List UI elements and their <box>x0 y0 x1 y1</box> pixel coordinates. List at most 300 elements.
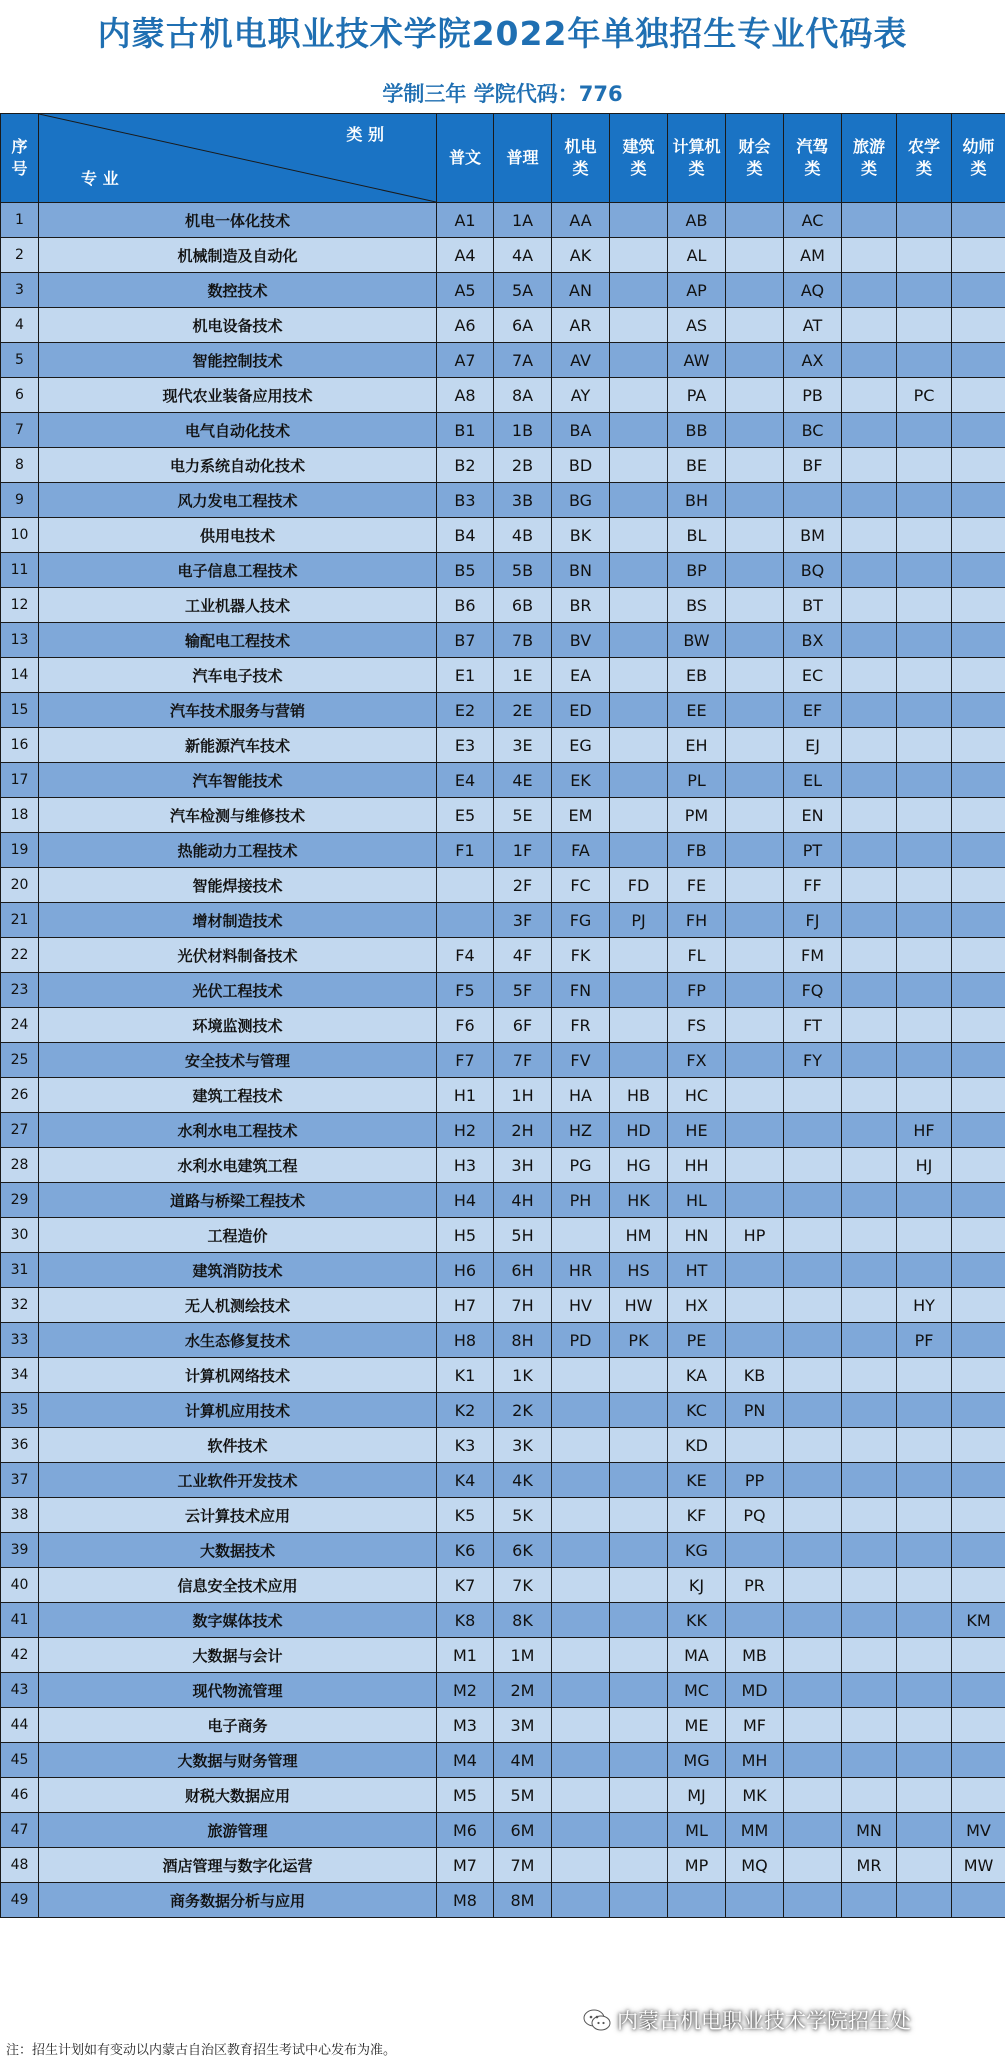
code-cell-jisuanji: BW <box>668 623 726 658</box>
code-cell-jianzhu <box>610 1708 668 1743</box>
table-row <box>1 1008 1005 1043</box>
code-cell-lvyou <box>842 1113 897 1148</box>
row-index: 16 <box>1 728 39 763</box>
code-cell-jisuanji: KK <box>668 1603 726 1638</box>
row-major-name: 云计算技术应用 <box>39 1498 437 1533</box>
code-cell-caikuai <box>726 553 784 588</box>
code-cell-jianzhu <box>610 1498 668 1533</box>
code-cell-qijia: FM <box>784 938 842 973</box>
code-cell-jianzhu <box>610 1463 668 1498</box>
code-cell-youshi <box>952 1358 1005 1393</box>
code-cell-caikuai <box>726 308 784 343</box>
code-cell-nongxue <box>897 763 952 798</box>
code-cell-putong-wen: F6 <box>437 1008 494 1043</box>
code-cell-youshi <box>952 1463 1005 1498</box>
row-index: 45 <box>1 1743 39 1778</box>
code-cell-lvyou <box>842 448 897 483</box>
table-row <box>1 203 1005 238</box>
code-cell-jianzhu <box>610 378 668 413</box>
major-code-table <box>0 113 1005 1918</box>
code-cell-lvyou <box>842 1638 897 1673</box>
code-cell-youshi <box>952 868 1005 903</box>
code-cell-putong-wen: M3 <box>437 1708 494 1743</box>
code-cell-nongxue <box>897 833 952 868</box>
code-cell-nongxue <box>897 1183 952 1218</box>
code-cell-jisuanji: HL <box>668 1183 726 1218</box>
code-cell-lvyou <box>842 693 897 728</box>
row-index: 2 <box>1 238 39 273</box>
row-index: 42 <box>1 1638 39 1673</box>
code-cell-putong-li: 1H <box>494 1078 552 1113</box>
row-index: 27 <box>1 1113 39 1148</box>
code-cell-caikuai <box>726 203 784 238</box>
code-cell-jidian: FA <box>552 833 610 868</box>
table-row <box>1 448 1005 483</box>
code-cell-jidian: AN <box>552 273 610 308</box>
code-cell-lvyou <box>842 483 897 518</box>
table-row <box>1 938 1005 973</box>
code-cell-qijia: FQ <box>784 973 842 1008</box>
code-cell-putong-wen: B5 <box>437 553 494 588</box>
code-cell-qijia <box>784 1393 842 1428</box>
code-cell-lvyou <box>842 763 897 798</box>
table-row <box>1 553 1005 588</box>
code-cell-jidian: FN <box>552 973 610 1008</box>
table-row <box>1 413 1005 448</box>
code-cell-lvyou <box>842 1498 897 1533</box>
code-cell-caikuai <box>726 483 784 518</box>
code-cell-jidian <box>552 1393 610 1428</box>
code-cell-putong-wen: K3 <box>437 1428 494 1463</box>
code-cell-jidian: HA <box>552 1078 610 1113</box>
code-cell-jidian <box>552 1778 610 1813</box>
code-cell-jidian <box>552 1358 610 1393</box>
code-cell-nongxue <box>897 728 952 763</box>
code-cell-nongxue <box>897 1638 952 1673</box>
row-index: 44 <box>1 1708 39 1743</box>
header-col-youshi: 幼师类 <box>952 114 1005 203</box>
code-cell-jisuanji: KG <box>668 1533 726 1568</box>
page-subtitle: 学制三年 学院代码：776 <box>382 82 623 106</box>
code-cell-nongxue <box>897 483 952 518</box>
code-cell-nongxue <box>897 938 952 973</box>
table-row <box>1 238 1005 273</box>
code-cell-nongxue <box>897 203 952 238</box>
row-major-name: 大数据与财务管理 <box>39 1743 437 1778</box>
code-cell-putong-li: 4H <box>494 1183 552 1218</box>
code-cell-qijia: BT <box>784 588 842 623</box>
code-cell-putong-wen: H7 <box>437 1288 494 1323</box>
code-cell-nongxue <box>897 1603 952 1638</box>
code-cell-caikuai <box>726 273 784 308</box>
code-cell-jidian: EK <box>552 763 610 798</box>
code-cell-jianzhu <box>610 1743 668 1778</box>
code-cell-putong-wen: H3 <box>437 1148 494 1183</box>
code-cell-jisuanji: MG <box>668 1743 726 1778</box>
code-cell-nongxue <box>897 658 952 693</box>
code-cell-jianzhu: HK <box>610 1183 668 1218</box>
code-cell-putong-wen: K2 <box>437 1393 494 1428</box>
code-cell-putong-wen: H4 <box>437 1183 494 1218</box>
table-row <box>1 1113 1005 1148</box>
code-cell-youshi <box>952 903 1005 938</box>
table-row <box>1 1043 1005 1078</box>
code-cell-jianzhu <box>610 1393 668 1428</box>
code-cell-putong-wen: M7 <box>437 1848 494 1883</box>
row-index: 39 <box>1 1533 39 1568</box>
code-cell-qijia: BF <box>784 448 842 483</box>
row-major-name: 风力发电工程技术 <box>39 483 437 518</box>
code-cell-jianzhu <box>610 518 668 553</box>
code-cell-caikuai <box>726 413 784 448</box>
code-cell-putong-wen: E5 <box>437 798 494 833</box>
code-cell-qijia <box>784 1848 842 1883</box>
code-cell-caikuai <box>726 378 784 413</box>
table-row <box>1 343 1005 378</box>
row-index: 1 <box>1 203 39 238</box>
row-index: 29 <box>1 1183 39 1218</box>
row-major-name: 工业软件开发技术 <box>39 1463 437 1498</box>
code-cell-lvyou <box>842 1568 897 1603</box>
code-cell-caikuai <box>726 343 784 378</box>
code-cell-jisuanji <box>668 1883 726 1918</box>
row-index: 23 <box>1 973 39 1008</box>
code-cell-lvyou <box>842 1743 897 1778</box>
code-cell-caikuai <box>726 1428 784 1463</box>
row-index: 38 <box>1 1498 39 1533</box>
code-cell-putong-li: 3H <box>494 1148 552 1183</box>
code-cell-qijia: EL <box>784 763 842 798</box>
code-cell-jisuanji: AL <box>668 238 726 273</box>
code-cell-caikuai <box>726 763 784 798</box>
code-cell-lvyou <box>842 343 897 378</box>
code-cell-nongxue <box>897 1778 952 1813</box>
code-cell-jidian <box>552 1533 610 1568</box>
code-cell-qijia: FT <box>784 1008 842 1043</box>
code-cell-putong-li: 2H <box>494 1113 552 1148</box>
code-cell-youshi <box>952 1323 1005 1358</box>
code-cell-jidian: AA <box>552 203 610 238</box>
code-cell-jisuanji: EB <box>668 658 726 693</box>
code-cell-youshi <box>952 1253 1005 1288</box>
row-major-name: 汽车电子技术 <box>39 658 437 693</box>
code-cell-lvyou <box>842 973 897 1008</box>
row-index: 18 <box>1 798 39 833</box>
code-cell-caikuai <box>726 728 784 763</box>
code-cell-qijia <box>784 1078 842 1113</box>
code-cell-jisuanji: KE <box>668 1463 726 1498</box>
code-cell-putong-li: 8H <box>494 1323 552 1358</box>
code-cell-caikuai: HP <box>726 1218 784 1253</box>
code-cell-nongxue <box>897 1883 952 1918</box>
table-row <box>1 308 1005 343</box>
code-cell-youshi <box>952 1113 1005 1148</box>
code-cell-putong-wen: F5 <box>437 973 494 1008</box>
code-cell-jisuanji: KD <box>668 1428 726 1463</box>
code-cell-youshi: MV <box>952 1813 1005 1848</box>
row-major-name: 酒店管理与数字化运营 <box>39 1848 437 1883</box>
code-cell-qijia <box>784 1253 842 1288</box>
code-cell-youshi <box>952 518 1005 553</box>
row-major-name: 机电设备技术 <box>39 308 437 343</box>
code-cell-putong-li: 2B <box>494 448 552 483</box>
code-cell-caikuai <box>726 518 784 553</box>
row-major-name: 水利水电建筑工程 <box>39 1148 437 1183</box>
row-major-name: 建筑工程技术 <box>39 1078 437 1113</box>
code-cell-jidian: BN <box>552 553 610 588</box>
row-major-name: 电气自动化技术 <box>39 413 437 448</box>
code-cell-putong-li: 6A <box>494 308 552 343</box>
row-index: 12 <box>1 588 39 623</box>
code-cell-lvyou <box>842 518 897 553</box>
code-cell-putong-wen: A5 <box>437 273 494 308</box>
code-cell-lvyou <box>842 1078 897 1113</box>
row-major-name: 软件技术 <box>39 1428 437 1463</box>
code-cell-putong-wen: B6 <box>437 588 494 623</box>
code-cell-qijia: PB <box>784 378 842 413</box>
code-cell-putong-li: 2M <box>494 1673 552 1708</box>
code-cell-youshi <box>952 378 1005 413</box>
code-cell-nongxue <box>897 623 952 658</box>
table-row <box>1 658 1005 693</box>
code-cell-youshi: KM <box>952 1603 1005 1638</box>
code-cell-youshi <box>952 448 1005 483</box>
code-cell-jidian: BR <box>552 588 610 623</box>
code-cell-qijia <box>784 1743 842 1778</box>
code-cell-jisuanji: AB <box>668 203 726 238</box>
code-cell-jisuanji: FL <box>668 938 726 973</box>
code-cell-nongxue: HF <box>897 1113 952 1148</box>
code-cell-putong-li: 3B <box>494 483 552 518</box>
code-cell-jidian: AK <box>552 238 610 273</box>
code-cell-jianzhu: HM <box>610 1218 668 1253</box>
row-major-name: 电力系统自动化技术 <box>39 448 437 483</box>
watermark-text: 内蒙古机电职业技术学院招生处 <box>617 2009 911 2033</box>
code-cell-youshi <box>952 1743 1005 1778</box>
code-cell-jidian: ED <box>552 693 610 728</box>
row-index: 17 <box>1 763 39 798</box>
code-cell-lvyou <box>842 1673 897 1708</box>
row-major-name: 无人机测绘技术 <box>39 1288 437 1323</box>
row-index: 22 <box>1 938 39 973</box>
code-cell-caikuai: PN <box>726 1393 784 1428</box>
code-cell-jidian <box>552 1568 610 1603</box>
code-cell-putong-li: 1M <box>494 1638 552 1673</box>
code-cell-nongxue <box>897 1358 952 1393</box>
code-cell-caikuai <box>726 658 784 693</box>
code-cell-caikuai <box>726 1883 784 1918</box>
row-major-name: 现代农业装备应用技术 <box>39 378 437 413</box>
code-cell-jianzhu: HB <box>610 1078 668 1113</box>
code-cell-youshi <box>952 1008 1005 1043</box>
code-cell-lvyou <box>842 1043 897 1078</box>
code-cell-putong-wen <box>437 903 494 938</box>
code-cell-jisuanji: FE <box>668 868 726 903</box>
code-cell-qijia <box>784 1778 842 1813</box>
row-major-name: 道路与桥梁工程技术 <box>39 1183 437 1218</box>
code-cell-jisuanji: MJ <box>668 1778 726 1813</box>
code-cell-jianzhu <box>610 1673 668 1708</box>
code-cell-qijia <box>784 1218 842 1253</box>
code-cell-jidian: HV <box>552 1288 610 1323</box>
code-cell-jidian: EG <box>552 728 610 763</box>
code-cell-putong-li: 4E <box>494 763 552 798</box>
code-cell-caikuai <box>726 693 784 728</box>
code-cell-qijia: BX <box>784 623 842 658</box>
watermark <box>583 2005 911 2035</box>
row-index: 14 <box>1 658 39 693</box>
code-cell-jisuanji: BH <box>668 483 726 518</box>
table-row <box>1 378 1005 413</box>
code-cell-jisuanji: HX <box>668 1288 726 1323</box>
code-cell-jianzhu <box>610 798 668 833</box>
code-cell-lvyou <box>842 1428 897 1463</box>
code-cell-lvyou <box>842 1883 897 1918</box>
header-major: 专 业 <box>81 169 119 188</box>
code-cell-putong-li: 5B <box>494 553 552 588</box>
code-cell-caikuai <box>726 868 784 903</box>
code-cell-lvyou <box>842 1253 897 1288</box>
row-major-name: 旅游管理 <box>39 1813 437 1848</box>
table-row <box>1 1813 1005 1848</box>
code-cell-youshi <box>952 588 1005 623</box>
code-cell-putong-li: 4K <box>494 1463 552 1498</box>
code-cell-youshi <box>952 1708 1005 1743</box>
code-cell-nongxue <box>897 588 952 623</box>
code-cell-qijia: AC <box>784 203 842 238</box>
code-cell-putong-li: 8A <box>494 378 552 413</box>
row-major-name: 水利水电工程技术 <box>39 1113 437 1148</box>
row-major-name: 机电一体化技术 <box>39 203 437 238</box>
code-cell-jianzhu <box>610 1848 668 1883</box>
code-cell-putong-li: 1K <box>494 1358 552 1393</box>
code-cell-putong-li: 4A <box>494 238 552 273</box>
header-col-putong-wen: 普文 <box>437 114 494 203</box>
code-cell-jianzhu <box>610 553 668 588</box>
code-cell-jianzhu <box>610 1568 668 1603</box>
code-cell-lvyou <box>842 1603 897 1638</box>
code-cell-jianzhu: PK <box>610 1323 668 1358</box>
code-cell-putong-wen: K4 <box>437 1463 494 1498</box>
code-cell-jisuanji: ML <box>668 1813 726 1848</box>
code-cell-jisuanji: HH <box>668 1148 726 1183</box>
table-row <box>1 1253 1005 1288</box>
row-index: 8 <box>1 448 39 483</box>
row-major-name: 安全技术与管理 <box>39 1043 437 1078</box>
row-index: 19 <box>1 833 39 868</box>
code-cell-putong-li: 5M <box>494 1778 552 1813</box>
code-cell-jidian: HR <box>552 1253 610 1288</box>
row-major-name: 建筑消防技术 <box>39 1253 437 1288</box>
code-cell-putong-li: 5F <box>494 973 552 1008</box>
code-cell-youshi <box>952 553 1005 588</box>
code-cell-jianzhu <box>610 1778 668 1813</box>
code-cell-jidian <box>552 1603 610 1638</box>
code-cell-jisuanji: EH <box>668 728 726 763</box>
code-cell-caikuai <box>726 1603 784 1638</box>
code-cell-jisuanji: AS <box>668 308 726 343</box>
table-row <box>1 1078 1005 1113</box>
code-cell-nongxue <box>897 448 952 483</box>
table-row <box>1 728 1005 763</box>
code-cell-putong-li: 4F <box>494 938 552 973</box>
code-cell-jisuanji: PE <box>668 1323 726 1358</box>
header-col-qijia: 汽驾类 <box>784 114 842 203</box>
code-cell-qijia <box>784 1603 842 1638</box>
code-cell-jianzhu: HW <box>610 1288 668 1323</box>
code-cell-putong-li: 5E <box>494 798 552 833</box>
code-cell-caikuai <box>726 1078 784 1113</box>
code-cell-jianzhu: HG <box>610 1148 668 1183</box>
code-cell-putong-wen: M2 <box>437 1673 494 1708</box>
code-cell-jisuanji: HN <box>668 1218 726 1253</box>
code-cell-jianzhu <box>610 1043 668 1078</box>
row-index: 30 <box>1 1218 39 1253</box>
code-cell-jisuanji: KJ <box>668 1568 726 1603</box>
code-cell-putong-li: 7M <box>494 1848 552 1883</box>
header-col-lvyou: 旅游类 <box>842 114 897 203</box>
code-cell-qijia <box>784 1813 842 1848</box>
code-cell-youshi <box>952 658 1005 693</box>
code-cell-caikuai <box>726 588 784 623</box>
code-cell-youshi <box>952 343 1005 378</box>
table-body <box>1 203 1005 1918</box>
code-cell-putong-wen: M6 <box>437 1813 494 1848</box>
code-cell-putong-wen: M1 <box>437 1638 494 1673</box>
code-cell-lvyou <box>842 1008 897 1043</box>
row-major-name: 数控技术 <box>39 273 437 308</box>
row-index: 3 <box>1 273 39 308</box>
code-cell-jidian: FK <box>552 938 610 973</box>
code-cell-qijia: AX <box>784 343 842 378</box>
code-cell-youshi <box>952 1043 1005 1078</box>
code-cell-lvyou <box>842 728 897 763</box>
row-index: 40 <box>1 1568 39 1603</box>
table-row <box>1 588 1005 623</box>
code-cell-youshi <box>952 938 1005 973</box>
table-row <box>1 833 1005 868</box>
code-cell-qijia <box>784 1883 842 1918</box>
code-cell-jianzhu: PJ <box>610 903 668 938</box>
code-cell-qijia <box>784 1463 842 1498</box>
header-col-jidian: 机电类 <box>552 114 610 203</box>
code-cell-nongxue <box>897 1498 952 1533</box>
code-cell-jianzhu <box>610 763 668 798</box>
code-cell-jianzhu <box>610 938 668 973</box>
code-cell-jisuanji: MC <box>668 1673 726 1708</box>
code-cell-nongxue: PF <box>897 1323 952 1358</box>
code-cell-qijia <box>784 1638 842 1673</box>
code-cell-nongxue <box>897 1008 952 1043</box>
code-cell-putong-wen: F1 <box>437 833 494 868</box>
code-cell-youshi <box>952 1498 1005 1533</box>
code-cell-lvyou <box>842 553 897 588</box>
code-cell-qijia <box>784 1428 842 1463</box>
row-index: 36 <box>1 1428 39 1463</box>
code-cell-jianzhu <box>610 343 668 378</box>
code-cell-caikuai <box>726 798 784 833</box>
code-cell-jisuanji: MA <box>668 1638 726 1673</box>
code-cell-jianzhu <box>610 273 668 308</box>
code-cell-caikuai <box>726 1253 784 1288</box>
code-cell-qijia: EJ <box>784 728 842 763</box>
code-cell-jianzhu <box>610 623 668 658</box>
code-cell-putong-wen: K8 <box>437 1603 494 1638</box>
row-major-name: 数字媒体技术 <box>39 1603 437 1638</box>
row-index: 10 <box>1 518 39 553</box>
code-cell-caikuai: MH <box>726 1743 784 1778</box>
code-cell-lvyou: MR <box>842 1848 897 1883</box>
